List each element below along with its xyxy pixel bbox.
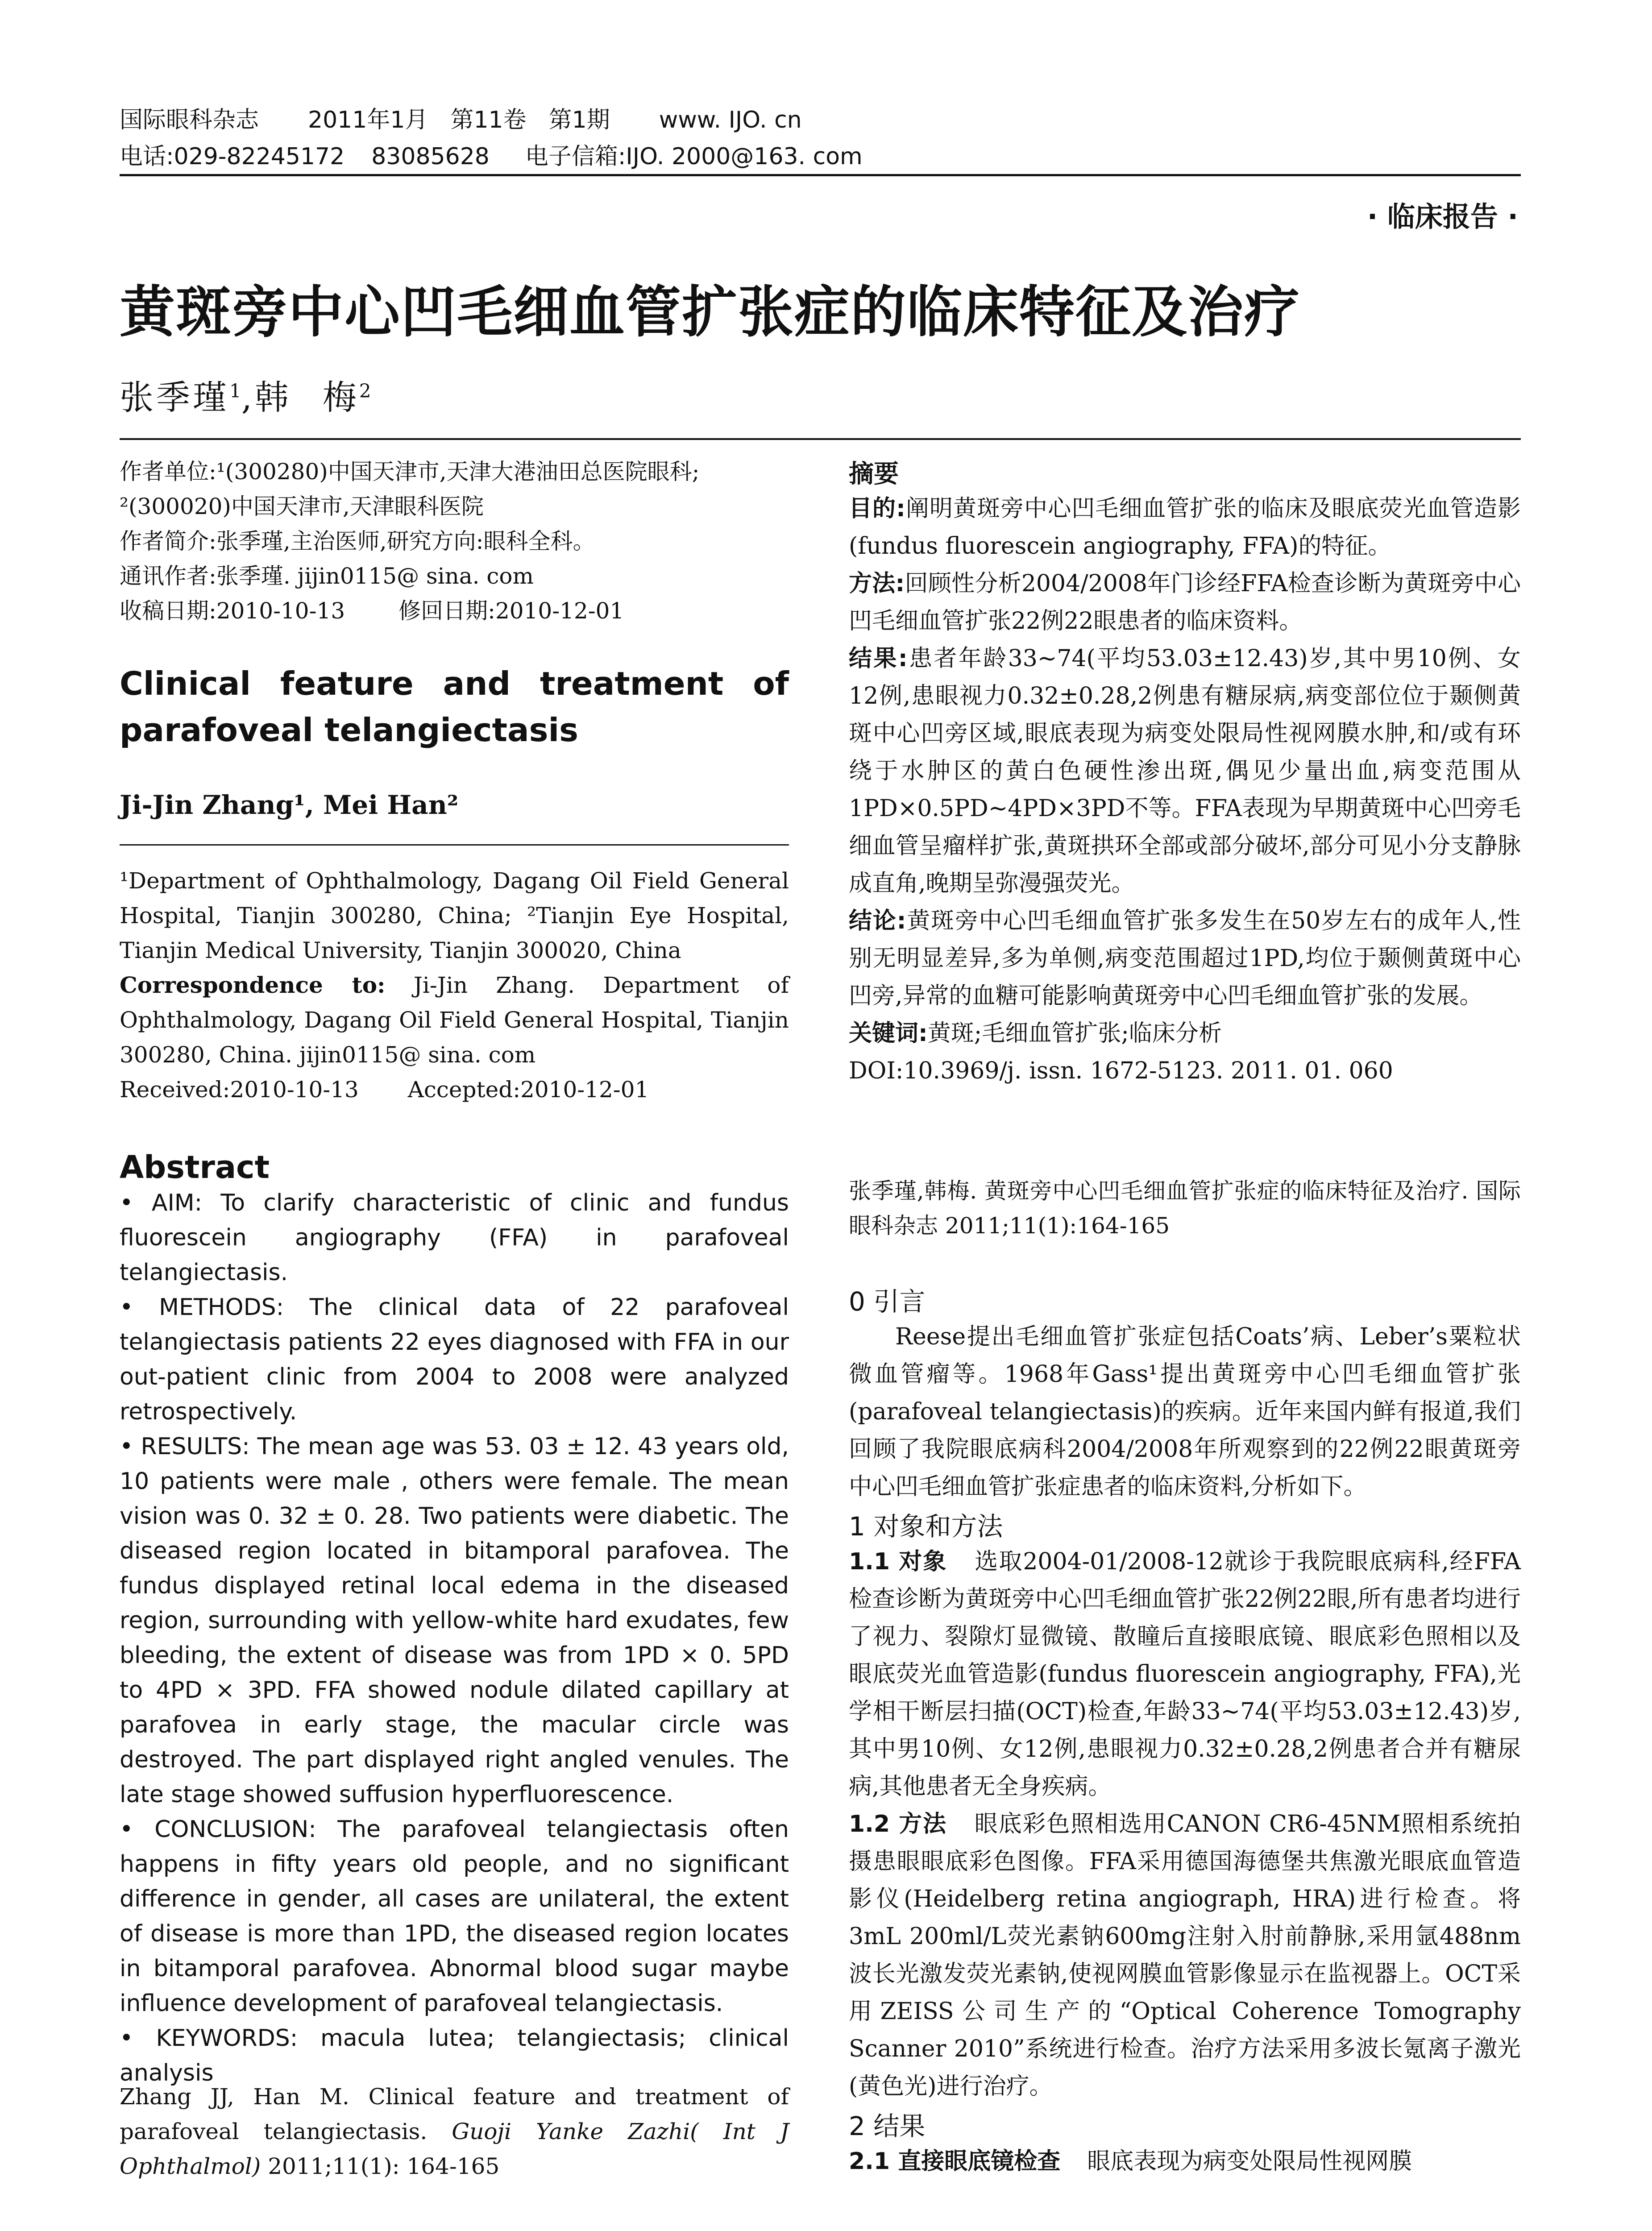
abstract-results: • RESULTS: The mean age was 53. 03 ± 12. 43 years old, 10 patients were male , others were female. The mean vision was 0. 32 ± 0. 28. Two patients were diabetic. The diseased region located in bitamporal parafovea. The fundus displayed retinal local edema in the diseased region, surrounding with yellow-white hard exudates, few bleeding, the extent of disease was from 1PD × 0. 5PD to 4PD × 3PD. FFA showed nodule dilated capillary at parafovea in early stage, the macular circle was destroyed. The part displayed right angled venules. The late stage showed suffusion hyperfluorescence.: [120, 1433, 789, 1808]
issue-date: 2011年1月: [308, 107, 428, 133]
revised-date-cn: 修回日期:2010-12-01: [398, 598, 624, 624]
section-1-1-label: 1.1 对象: [849, 1548, 947, 1575]
corresponding-author: 通讯作者:张季瑾. jijin0115@ sina. com: [120, 563, 534, 589]
english-title: [120, 660, 789, 753]
correspondence-label: Correspondence to:: [120, 972, 386, 998]
journal-phone-2: 83085628: [371, 143, 490, 170]
abstract-en: [120, 1149, 789, 2090]
results-label: 结果:: [849, 645, 908, 672]
citation-en-volume: 2011;11(1): 164-165: [261, 2153, 500, 2179]
header-line-2: [120, 138, 1521, 175]
dates-cn: [120, 593, 789, 628]
citation-en-journal: Guoji Yanke Zazhi( Int J Ophthalmol): [120, 2119, 789, 2179]
section-1-2: [849, 1805, 1521, 2105]
conclusion-label: 结论:: [849, 908, 906, 934]
abstract-keywords: • KEYWORDS: macula lutea; telangiectasis; clinical analysis: [120, 2025, 789, 2086]
affiliation-rule: [120, 844, 789, 846]
abstract-aim: • AIM: To clarify characteristic of clinic and fundus fluorescein angiography (FFA) in parafoveal telangiectasis.: [120, 1190, 789, 1286]
dates-en: [120, 1072, 789, 1107]
body-text: [849, 1281, 1521, 2180]
section-1-1-text: 选取2004-01/2008-12就诊于我院眼底病科,经FFA检查诊断为黄斑旁中心凹毛细血管扩张22例22眼,所有患者均进行了视力、裂隙灯显微镜、散瞳后直接眼底镜、眼底彩色照相以及眼底荧光血管造影(fundus fluorescein angiography, FFA),光学相干断层扫描(OCT)检查,年龄33~74(平均53.03±12.43)岁,其中男10例、女12例,患眼视力0.32±0.28,2例患者合并有糖尿病,其他患者无全身疾病。: [849, 1548, 1521, 1800]
citation-cn: [849, 1174, 1521, 1243]
abstract-cn-methods: [849, 565, 1521, 640]
abstract-cn-conclusion: [849, 902, 1521, 1015]
abstract-cn: [849, 454, 1521, 1090]
abstract-conclusion: • CONCLUSION: The parafoveal telangiectasis often happens in fifty years old people, and no significant difference in gender, all cases are unilateral, the extent of disease is more than 1PD, the diseased region locates in bitamporal parafovea. Abnormal blood sugar maybe influence development of parafoveal telangiectasis.: [120, 1816, 789, 2017]
section-1-1: [849, 1543, 1521, 1805]
abstract-cn-results: [849, 640, 1521, 902]
author-bio: 作者简介:张季瑾,主治医师,研究方向:眼科全科。: [120, 528, 595, 554]
abstract-heading: Abstract: [120, 1149, 270, 1186]
citation-cn-text: 张季瑾,韩梅. 黄斑旁中心凹毛细血管扩张症的临床特征及治疗. 国际眼科杂志 2011;11(1):164-165: [849, 1178, 1521, 1239]
accepted-date-en: Accepted:2010-12-01: [407, 1077, 649, 1103]
title-rule: [120, 438, 1521, 440]
author-1: 张季瑾: [120, 377, 229, 417]
section-2-heading: 2 结果: [849, 2111, 926, 2141]
keywords-text: 黄斑;毛细血管扩张;临床分析: [927, 1020, 1222, 1047]
doi: DOI:10.3969/j. issn. 1672-5123. 2011. 01. 060: [849, 1057, 1393, 1084]
conclusion-text: 黄斑旁中心凹毛细血管扩张多发生在50岁左右的成年人,性别无明显差异,多为单侧,病变范围超过1PD,均位于颞侧黄斑中心凹旁,异常的血糖可能影响黄斑旁中心凹毛细血管扩张的发展。: [849, 908, 1521, 1009]
correspondence-text: Ji-Jin Zhang. Department of Ophthalmology, Dagang Oil Field General Hospital, Tianjin 300280, China. jijin0115@ sina. com: [120, 972, 789, 1068]
section-2-1: [849, 2143, 1521, 2180]
english-authors-text: Ji-Jin Zhang¹, Mei Han²: [120, 790, 459, 820]
affiliation-line: 作者单位:¹(300280)中国天津市,天津大港油田总医院眼科;: [120, 459, 700, 485]
keywords-label: 关键词:: [849, 1020, 928, 1047]
aim-text: 阐明黄斑旁中心凹毛细血管扩张的临床及眼底荧光血管造影(fundus fluorescein angiography, FFA)的特征。: [849, 495, 1521, 560]
intro-heading: 0 引言: [849, 1286, 926, 1317]
citation-en: [120, 2079, 789, 2184]
author-2-given: 梅: [322, 377, 359, 417]
affiliation-en-block: [120, 863, 789, 1107]
section-2-1-label: 2.1 直接眼底镜检查: [849, 2148, 1061, 2175]
author-2-affil-mark: 2: [359, 380, 371, 402]
journal-website: www. IJO. cn: [659, 107, 802, 133]
citation-en-text: [120, 2079, 789, 2184]
abstract-cn-aim: [849, 490, 1521, 565]
section-label: · 临床报告 ·: [1367, 200, 1518, 233]
affiliation-en: ¹Department of Ophthalmology, Dagang Oil Field General Hospital, Tianjin 300280, China; ²Tianjin Eye Hospital, Tianjin Medical University, Tianjin 300020, China: [120, 868, 789, 963]
citation-en-authors: Zhang JJ, Han M. Clinical feature and treatment of parafoveal telangiectasis.: [120, 2084, 789, 2144]
english-authors: [120, 790, 789, 820]
correspondence: [120, 968, 789, 1072]
journal-phone: 电话:029-82245172: [120, 143, 345, 170]
abstract-methods: • METHODS: The clinical data of 22 parafoveal telangiectasis patients 22 eyes diagnosed with FFA in our out-patient clinic from 2004 to 2008 were analyzed retrospectively.: [120, 1294, 789, 1425]
volume: 第11卷: [450, 107, 527, 133]
journal-name: 国际眼科杂志: [120, 107, 259, 133]
affiliation-cn-block: [120, 454, 789, 628]
article-authors: [120, 370, 371, 419]
section-2-1-text: 眼底表现为病变处限局性视网膜: [1087, 2148, 1412, 2175]
aim-label: 目的:: [849, 495, 905, 522]
article-title: 黄斑旁中心凹毛细血管扩张症的临床特征及治疗: [120, 280, 1301, 344]
section-1-2-label: 1.2 方法: [849, 1811, 947, 1837]
section-1-heading: 1 对象和方法: [849, 1511, 1003, 1542]
journal-email: 电子信箱:IJO. 2000@163. com: [525, 143, 863, 170]
journal-header: [120, 102, 1521, 175]
section-1-2-text: 眼底彩色照相选用CANON CR6-45NM照相系统拍摄患眼眼底彩色图像。FFA采用德国海德堡共焦激光眼底血管造影仪(Heidelberg retina angiograph, HRA)进行检查。将3mL 200ml/L荧光素钠600mg注射入肘前静脉,采用氩488nm波长光激发荧光素钠,使视网膜血管影像显示在监视器上。OCT采用ZEISS公司生产的“Optical Coherence Tomography Scanner 2010”系统进行检查。治疗方法采用多波长氪离子激光(黄色光)进行治疗。: [849, 1811, 1521, 2100]
header-rule: [120, 174, 1521, 176]
intro-paragraph: Reese提出毛细血管扩张症包括Coats’病、Leber’s粟粒状微血管瘤等。1968年Gass¹提出黄斑旁中心凹毛细血管扩张(parafoveal telangiectasis)的疾病。近年来国内鲜有报道,我们回顾了我院眼底病科2004/2008年所观察到的22例22眼黄斑旁中心凹毛细血管扩张症患者的临床资料,分析如下。: [849, 1323, 1521, 1500]
english-title-text: Clinical feature and treatment of parafoveal telangiectasis: [120, 665, 789, 749]
issue: 第1期: [548, 107, 610, 133]
abstract-cn-heading: 摘要: [849, 460, 899, 489]
author-2-family: ,韩: [241, 377, 291, 417]
methods-text: 回顾性分析2004/2008年门诊经FFA检查诊断为黄斑旁中心凹毛细血管扩张22例22眼患者的临床资料。: [849, 570, 1521, 634]
results-text: 患者年龄33~74(平均53.03±12.43)岁,其中男10例、女12例,患眼视力0.32±0.28,2例患有糖尿病,病变部位位于颞侧黄斑中心凹旁区域,眼底表现为病变处限局性视网膜水肿,和/或有环绕于水肿区的黄白色硬性渗出斑,偶见少量出血,病变范围从1PD×0.5PD~4PD×3PD不等。FFA表现为早期黄斑中心凹旁毛细血管呈瘤样扩张,黄斑拱环全部或部分破坏,部分可见小分支静脉成直角,晚期呈弥漫强荧光。: [849, 645, 1521, 897]
author-1-affil-mark: 1: [229, 380, 241, 402]
abstract-cn-keywords: [849, 1015, 1521, 1052]
received-date-en: Received:2010-10-13: [120, 1077, 359, 1103]
received-date-cn: 收稿日期:2010-10-13: [120, 598, 345, 624]
header-line-1: [120, 102, 1521, 138]
affiliation-line: ²(300020)中国天津市,天津眼科医院: [120, 493, 484, 519]
methods-label: 方法:: [849, 570, 905, 597]
